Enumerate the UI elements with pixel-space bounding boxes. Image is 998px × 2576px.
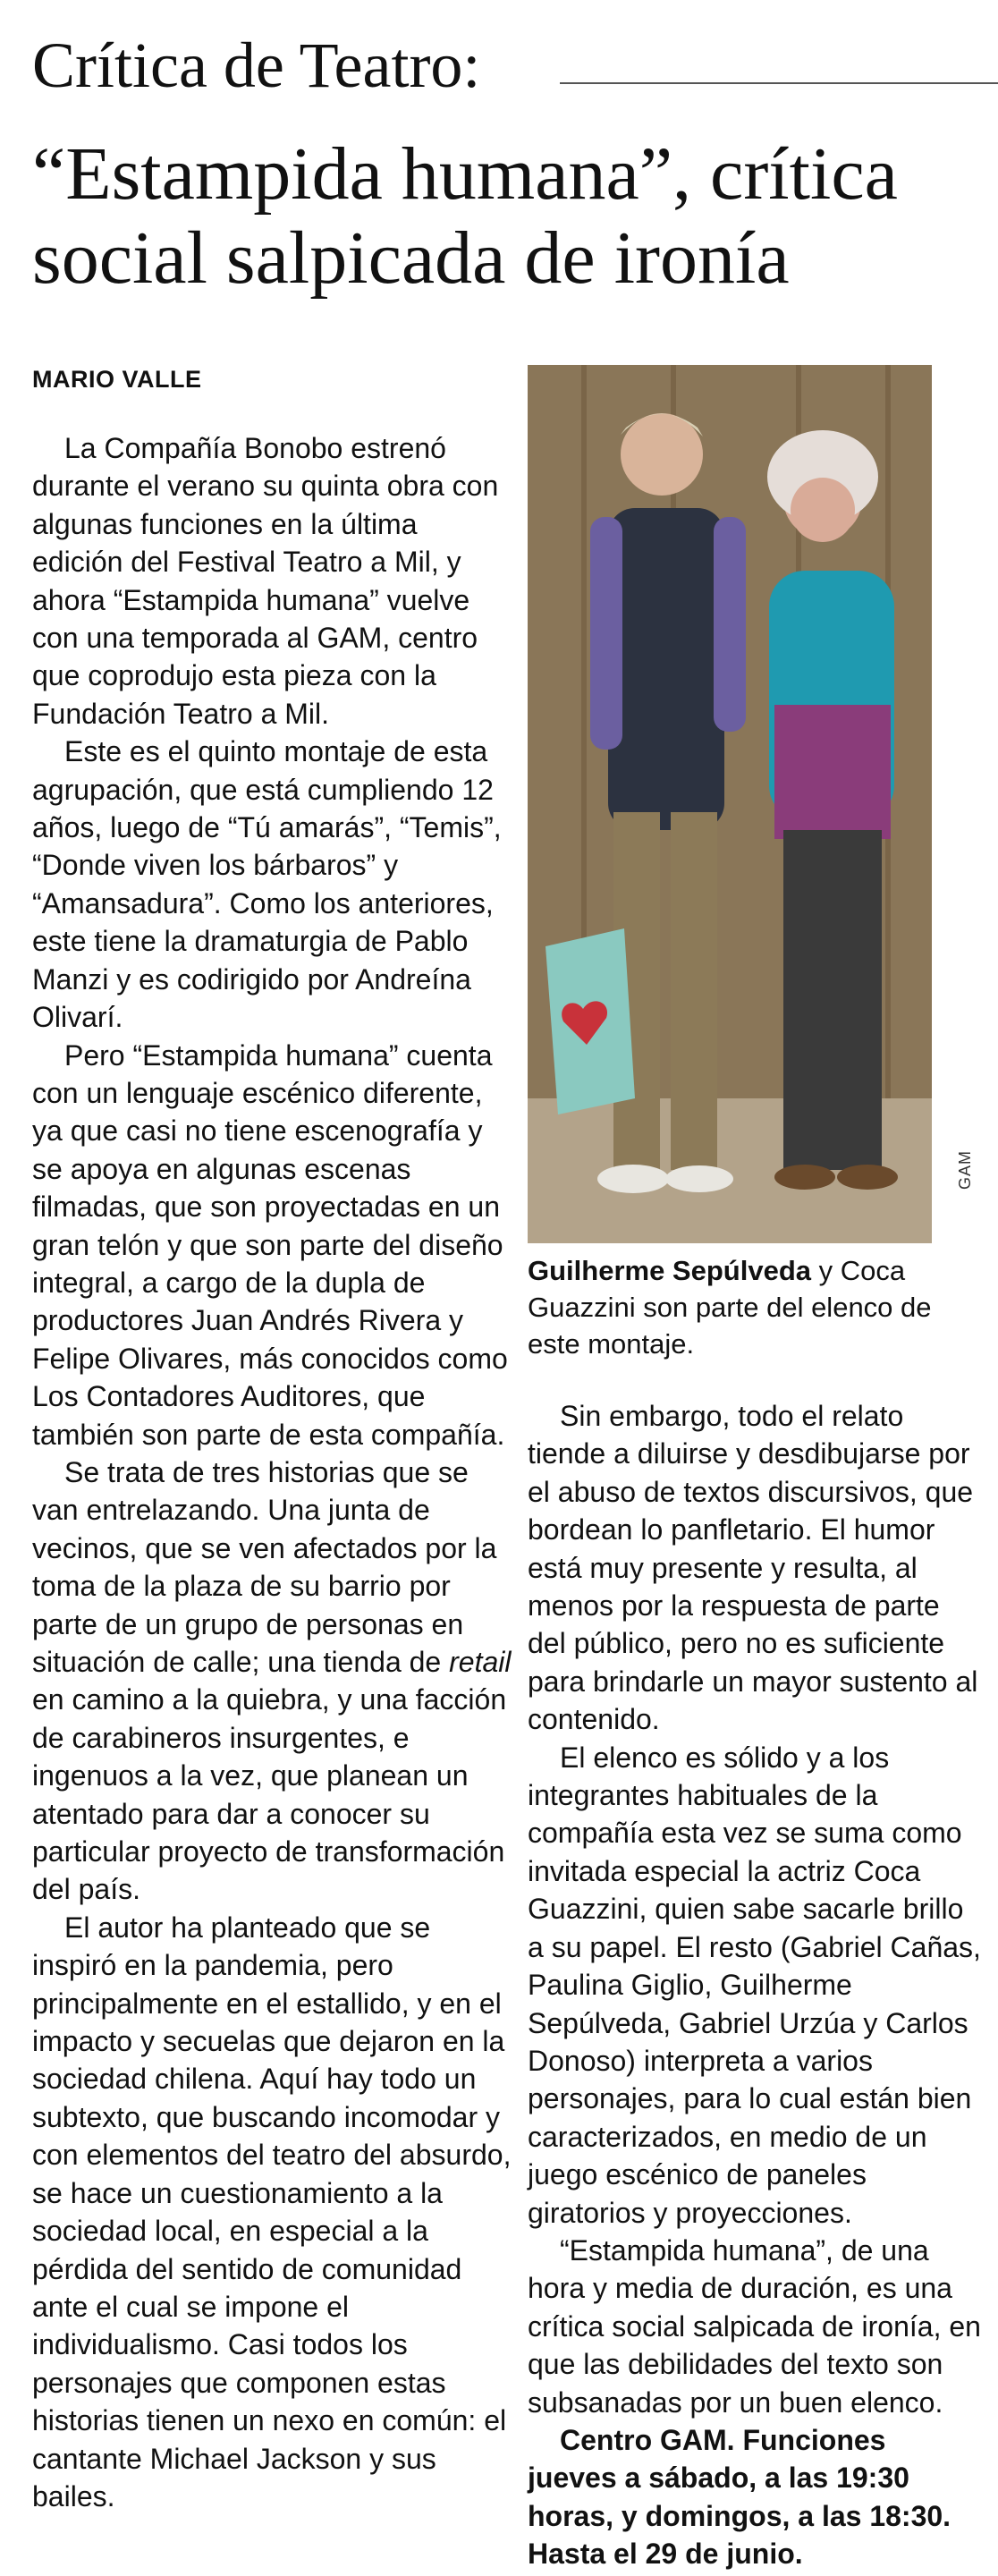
section-header: [32, 25, 998, 106]
body-paragraph-6: Sin embargo, todo el relato tiende a diluirse y desdibujarse por el abuso de textos discursivos, que bordean lo panfletario. El humor está muy presente y resulta, al menos por la respuesta de parte del público, pero no es suficiente para brindarle un mayor sustento al contenido.: [528, 1400, 978, 1736]
body-paragraph-1: La Compañía Bonobo estrenó durante el verano su quinta obra con algunas funciones en la última edición del Festival Teatro a Mil, y ahora “Estampida humana” vuelve con una temporada al GAM, centro que coprodujo esta pieza con la Fundación Teatro a Mil.: [32, 432, 499, 730]
body-paragraph-8: “Estampida humana”, de una hora y media de duración, es una crítica social salpicada de ironía, en que las debilidades del texto son subsanadas por un buen elenco.: [528, 2233, 981, 2419]
body-paragraph-5: El autor ha planteado que se inspiró en la pandemia, pero principalmente en el estallido, y en el impacto y secuelas que dejaron en la sociedad chilena. Aquí hay todo un subtexto, que buscando incomodar y con elementos del teatro del absurdo, se hace un cuestionamiento a la sociedad local, en especial a la pérdida del sentido de comunidad ante el cual se impone el individualismo. Casi todos los personajes que componen estas historias tienen un nexo en común: el cantante Michael Jackson y sus bailes.: [32, 1911, 512, 2512]
body-paragraph-4-text-b: en camino a la quiebra, y una facción de carabineros insurgentes, e ingenuos a la vez, que planean un atentado para dar a conocer su particular proyecto de transformación del país.: [32, 1683, 507, 1906]
body-paragraph-3: Pero “Estampida humana” cuenta con un lenguaje escénico diferente, ya que casi no tiene escenografía y se apoya en algunas escenas filmadas, que son proyectadas en un gran telón y que son parte del diseño integral, a cargo de la dupla de productores Juan Andrés Rivera y Felipe Olivares, más conocidos como Los Contadores Auditores, que también son parte de esta compañía.: [32, 1038, 508, 1451]
section-rule: [560, 82, 998, 84]
body-paragraph-7: El elenco es sólido y a los integrantes habituales de la compañía esta vez se suma como invitada especial la actriz Coca Guazzini, quien sabe sacarle brillo a su papel. El resto (Gabriel Cañas, Paulina Giglio, Guilherme Sepúlveda, Gabriel Urzúa y Carlos Donoso) interpreta a varios personajes, para lo cual están bien caracterizados, en medio de un juego escénico de paneles giratorios y proyecciones.: [528, 1741, 981, 2229]
byline: MARIO VALLE: [32, 366, 202, 393]
body-column-right: [528, 1397, 982, 2573]
body-column-left: [32, 429, 512, 2515]
section-label: Crítica de Teatro:: [32, 30, 481, 101]
body-paragraph-4: [32, 1453, 512, 1909]
caption-name: Guilherme Sepúlveda: [528, 1255, 811, 1286]
article-photo: [528, 365, 932, 1243]
body-paragraph-4-italic: retail: [449, 1646, 512, 1678]
caption-text: y Coca Guazzini son parte del elenco de este montaje.: [528, 1255, 932, 1360]
photo-caption: [528, 1252, 975, 1362]
body-paragraph-4-text-a: Se trata de tres historias que se van entrelazando. Una junta de vecinos, que se ven afectados por la toma de la plaza de su barrio por parte de un grupo de personas en situación de calle; una tienda de: [32, 1455, 497, 1678]
show-info: Centro GAM. Funciones jueves a sábado, a las 19:30 horas, y domingos, a las 18:30. Hasta el 29 de junio.: [528, 2423, 951, 2571]
photo-credit: GAM: [956, 1149, 974, 1190]
article-headline: “Estampida humana”, crítica social salpicada de ironía: [32, 132, 898, 300]
stage-photo-illustration: [528, 365, 932, 1243]
body-paragraph-2: Este es el quinto montaje de esta agrupación, que está cumpliendo 12 años, luego de “Tú amarás”, “Temis”, “Donde viven los bárbaros” y “Amansadura”. Como los anteriores, este tiene la dramaturgia de Pablo Manzi y es codirigido por Andreína Olivarí.: [32, 735, 502, 1034]
